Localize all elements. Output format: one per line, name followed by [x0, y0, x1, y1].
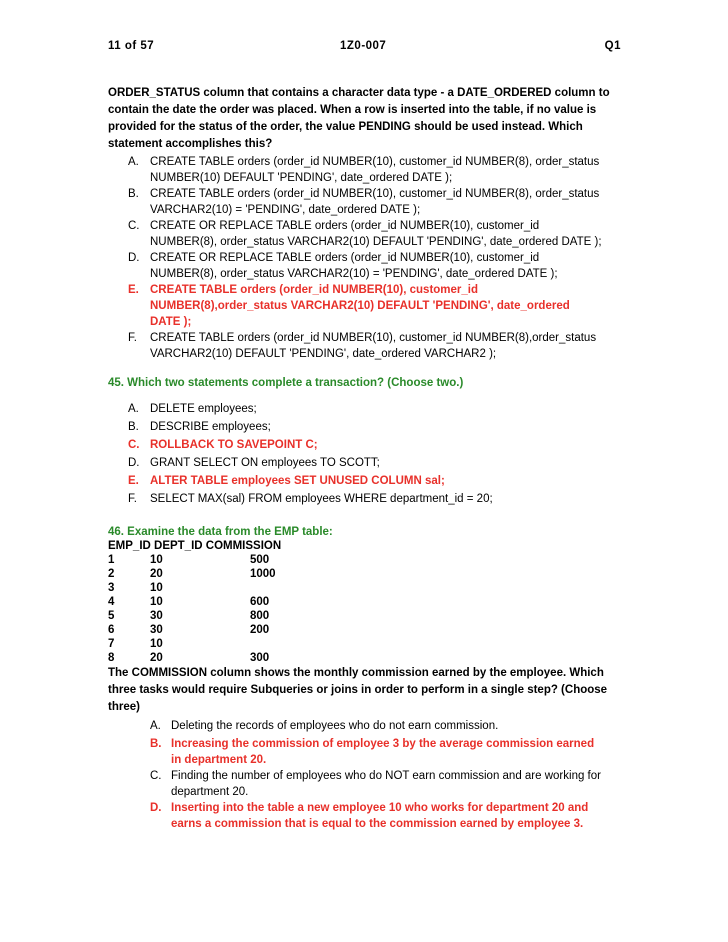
q46-option-c [150, 768, 628, 800]
commission-cell: 300 [250, 652, 270, 664]
option-line: DELETE employees; [150, 403, 257, 415]
dept-id-cell: 10 [150, 596, 163, 608]
question-46-text: 46. Examine the data from the EMP table: [108, 526, 333, 538]
header-label: Q1 [604, 40, 621, 52]
option-line: CREATE TABLE orders (order_id NUMBER(10), customer_id NUMBER(8),order_status [150, 332, 597, 344]
option-line: ALTER TABLE employees SET UNUSED COLUMN sal; [150, 475, 445, 487]
page-number: 11 of 57 [108, 40, 155, 52]
option-line: VARCHAR2(10) DEFAULT 'PENDING', date_ordered VARCHAR2 ); [150, 348, 497, 360]
question-44-text: ORDER_STATUS column that contains a character data type - a DATE_ORDERED column to contain the date the order was placed. When a row is inserted into the table, if no value is provided for the status of the order, the value PENDING should be used instead. Which statement accomplishes this? [108, 87, 610, 150]
option-letter: F. [128, 332, 137, 344]
q45-option-e-correct [128, 473, 628, 489]
dept-id-cell: 10 [150, 554, 163, 566]
option-letter: D. [150, 802, 162, 814]
option-letter: E. [128, 284, 139, 296]
option-letter: C. [128, 220, 140, 232]
option-line: DATE ); [150, 316, 192, 328]
q45-option-a [128, 401, 628, 417]
emp-id-cell: 2 [108, 568, 115, 580]
option-line: NUMBER(8), order_status VARCHAR2(10) DEFAULT 'PENDING', date_ordered DATE ); [150, 236, 602, 248]
dept-id-cell: 30 [150, 624, 163, 636]
option-line: Deleting the records of employees who do not earn commission. [171, 720, 499, 732]
dept-id-cell: 10 [150, 582, 163, 594]
option-letter: E. [128, 475, 139, 487]
dept-id-cell: 30 [150, 610, 163, 622]
dept-id-cell: 20 [150, 568, 163, 580]
option-line: Finding the number of employees who do NOT earn commission and are working for [171, 770, 601, 782]
commission-cell: 1000 [250, 568, 276, 580]
emp-table-title: EMP_ID DEPT_ID COMMISSION [108, 540, 282, 552]
option-letter: B. [128, 188, 139, 200]
option-letter: C. [128, 439, 140, 451]
option-line: Increasing the commission of employee 3 by the average commission earned [171, 738, 595, 750]
q44-option-b [128, 186, 628, 218]
commission-cell: 500 [250, 554, 270, 566]
option-line: NUMBER(10) DEFAULT 'PENDING', date_ordered DATE ); [150, 172, 453, 184]
option-letter: A. [128, 156, 139, 168]
q44-option-f [128, 330, 628, 362]
option-line: CREATE OR REPLACE TABLE orders (order_id NUMBER(10), customer_id [150, 252, 540, 264]
q46-option-d-correct [150, 800, 628, 832]
commission-cell: 200 [250, 624, 270, 636]
q44-option-d [128, 250, 628, 282]
emp-id-cell: 6 [108, 624, 115, 636]
option-line: NUMBER(8), order_status VARCHAR2(10) = 'PENDING', date_ordered DATE ); [150, 268, 558, 280]
option-line: GRANT SELECT ON employees TO SCOTT; [150, 457, 380, 469]
option-line: Inserting into the table a new employee 10 who works for department 20 and [171, 802, 589, 814]
option-line: SELECT MAX(sal) FROM employees WHERE department_id = 20; [150, 493, 493, 505]
option-letter: C. [150, 770, 162, 782]
commission-cell: 600 [250, 596, 270, 608]
option-letter: A. [128, 403, 139, 415]
emp-id-cell: 3 [108, 582, 115, 594]
dept-id-cell: 20 [150, 652, 163, 664]
q46-option-a [150, 718, 628, 734]
commission-cell: 800 [250, 610, 270, 622]
emp-id-cell: 1 [108, 554, 115, 566]
option-line: department 20. [171, 786, 249, 798]
option-line: CREATE TABLE orders (order_id NUMBER(10), customer_id [150, 284, 479, 296]
option-line: in department 20. [171, 754, 267, 766]
q44-option-a [128, 154, 628, 186]
q44-option-c [128, 218, 628, 250]
dept-id-cell: 10 [150, 638, 163, 650]
option-letter: F. [128, 493, 137, 505]
emp-id-cell: 5 [108, 610, 115, 622]
exam-code: 1Z0-007 [340, 40, 387, 52]
emp-id-cell: 4 [108, 596, 115, 608]
option-letter: D. [128, 252, 140, 264]
emp-id-cell: 8 [108, 652, 115, 664]
q45-option-c-correct [128, 437, 628, 453]
q44-option-e-correct [128, 282, 628, 330]
option-line: ROLLBACK TO SAVEPOINT C; [150, 439, 318, 451]
option-line: CREATE TABLE orders (order_id NUMBER(10), customer_id NUMBER(8), order_status [150, 156, 600, 168]
option-line: earns a commission that is equal to the commission earned by employee 3. [171, 818, 584, 830]
question-46-followup: The COMMISSION column shows the monthly commission earned by the employee. Which three tasks would require Subqueries or joins in order to perform in a single step? (Choose three) [108, 667, 608, 713]
option-letter: B. [128, 421, 139, 433]
option-letter: D. [128, 457, 140, 469]
emp-id-cell: 7 [108, 638, 115, 650]
q45-option-f [128, 491, 628, 507]
q45-option-b [128, 419, 628, 435]
option-line: CREATE OR REPLACE TABLE orders (order_id NUMBER(10), customer_id [150, 220, 540, 232]
q46-option-b-correct [150, 736, 628, 768]
option-line: CREATE TABLE orders (order_id NUMBER(10), customer_id NUMBER(8), order_status [150, 188, 600, 200]
question-45-text: 45. Which two statements complete a transaction? (Choose two.) [108, 377, 464, 389]
option-line: NUMBER(8),order_status VARCHAR2(10) DEFAULT 'PENDING', date_ordered [150, 300, 570, 312]
option-letter: B. [150, 738, 162, 750]
option-line: VARCHAR2(10) = 'PENDING', date_ordered DATE ); [150, 204, 421, 216]
option-line: DESCRIBE employees; [150, 421, 271, 433]
q45-option-d [128, 455, 628, 471]
option-letter: A. [150, 720, 161, 732]
